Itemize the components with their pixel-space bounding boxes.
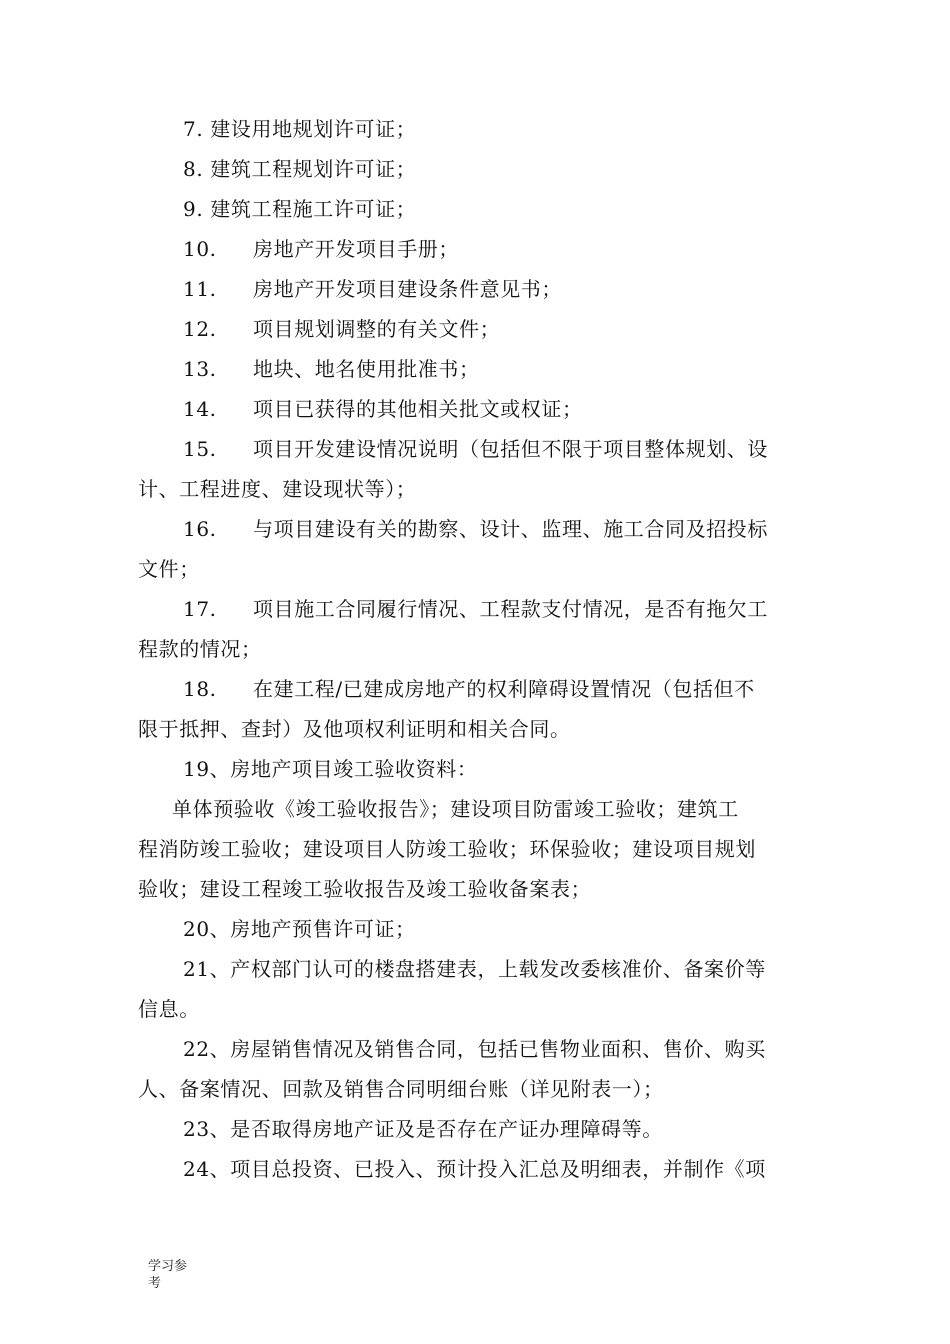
paragraph-22-continuation: 人、备案情况、回款及销售合同明细台账（详见附表一）； [138, 1077, 664, 1101]
list-item-18 [183, 676, 755, 702]
list-item-7 [183, 116, 416, 142]
list-item-15 [183, 436, 768, 462]
item-text: 与项目建设有关的勘察、设计、监理、施工合同及招投标 [253, 517, 768, 541]
list-item-18-continuation: 限于抵押、查封）及他项权利证明和相关合同。 [138, 717, 571, 741]
paragraph-22: 22、房屋销售情况及销售合同，包括已售物业面积、售价、购买 [183, 1037, 766, 1061]
item-number: 10. [183, 237, 217, 261]
item-number: 18. [183, 677, 217, 701]
item-number: 8. [183, 157, 204, 181]
paragraph-19-detail-1: 单体预验收《竣工验收报告》；建设项目防雷竣工验收；建筑工 [172, 797, 739, 821]
list-item-17-continuation: 程款的情况； [138, 637, 262, 661]
item-text: 项目开发建设情况说明（包括但不限于项目整体规划、设 [253, 437, 768, 461]
item-number: 17. [183, 597, 217, 621]
item-text: 建筑工程规划许可证； [210, 157, 417, 181]
item-text: 地块、地名使用批准书； [253, 357, 480, 381]
list-item-17 [183, 596, 768, 622]
paragraph-19: 19、房地产项目竣工验收资料： [183, 757, 478, 781]
paragraph-21-continuation: 信息。 [138, 997, 200, 1021]
list-item-13 [183, 356, 480, 382]
item-number: 12. [183, 317, 217, 341]
list-item-14 [183, 396, 583, 422]
item-number: 14. [183, 397, 217, 421]
item-text: 项目已获得的其他相关批文或权证； [253, 397, 583, 421]
paragraph-24: 24、项目总投资、已投入、预计投入汇总及明细表，并制作《项 [183, 1157, 766, 1181]
list-item-16-continuation: 文件； [138, 557, 200, 581]
footer-line-1: 学习参 [148, 1259, 188, 1274]
item-number: 16. [183, 517, 217, 541]
paragraph-21: 21、产权部门认可的楼盘搭建表，上载发改委核准价、备案价等 [183, 957, 766, 981]
list-item-10 [183, 236, 459, 262]
item-text: 在建工程/已建成房地产的权利障碍设置情况（包括但不 [253, 677, 755, 701]
list-item-9 [183, 196, 416, 222]
footer-line-2: 考 [148, 1276, 162, 1291]
paragraph-23: 23、是否取得房地产证及是否存在产证办理障碍等。 [183, 1117, 663, 1141]
list-item-11 [183, 276, 562, 302]
item-number: 7. [183, 117, 204, 141]
page-footer [148, 1258, 187, 1292]
item-text: 建筑工程施工许可证； [210, 197, 417, 221]
paragraph-20: 20、房地产预售许可证； [183, 917, 416, 941]
item-number: 15. [183, 437, 217, 461]
list-item-15-continuation: 计、工程进度、建设现状等）； [138, 477, 417, 501]
paragraph-19-detail-2: 程消防竣工验收；建设项目人防竣工验收；环保验收；建设项目规划 [138, 837, 756, 861]
item-number: 11. [183, 277, 217, 301]
list-item-8 [183, 156, 416, 182]
item-text: 项目规划调整的有关文件； [253, 317, 501, 341]
item-text: 项目施工合同履行情况、工程款支付情况，是否有拖欠工 [253, 597, 768, 621]
item-number: 13. [183, 357, 217, 381]
list-item-12 [183, 316, 500, 342]
item-number: 9. [183, 197, 204, 221]
item-text: 房地产开发项目手册； [253, 237, 459, 261]
item-text: 房地产开发项目建设条件意见书； [253, 277, 562, 301]
list-item-16 [183, 516, 768, 542]
item-text: 建设用地规划许可证； [210, 117, 417, 141]
paragraph-19-detail-3: 验收；建设工程竣工验收报告及竣工验收备案表； [138, 877, 592, 901]
